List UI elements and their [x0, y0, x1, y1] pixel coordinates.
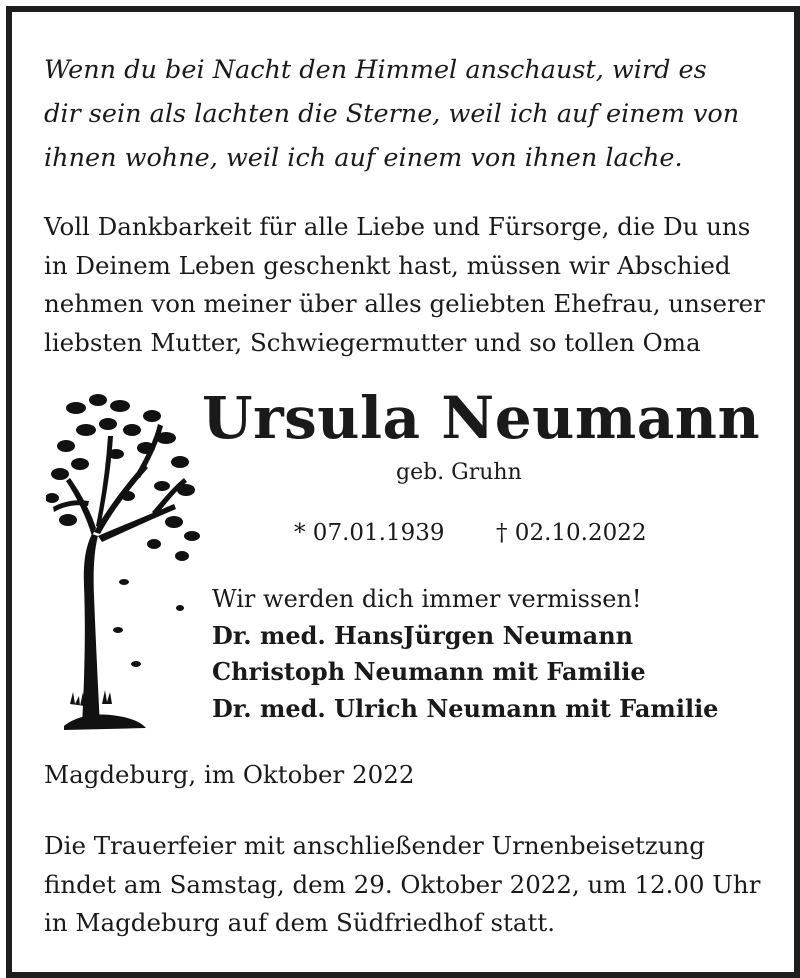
- intro-line: liebsten Mutter, Schwiegermutter und so tollen Oma: [44, 327, 701, 357]
- intro-line: in Deinem Leben geschenkt hast, müssen wir Abschied: [44, 250, 731, 280]
- quote-line: Wenn du bei Nacht den Himmel anschaust, wird es: [44, 55, 707, 85]
- service-line: Die Trauerfeier mit anschließender Urnenbeisetzung: [44, 831, 705, 860]
- intro-line: nehmen von meiner über alles geliebten Ehefrau, unserer: [44, 289, 765, 319]
- intro-text: [44, 208, 765, 362]
- family-block: [212, 581, 718, 727]
- memorial-quote: [44, 48, 739, 180]
- deceased-name: Ursula Neumann: [202, 384, 761, 452]
- death-date: † 02.10.2022: [496, 520, 647, 546]
- quote-line: ihnen wohne, weil ich auf einem von ihnen lache.: [44, 143, 683, 173]
- signer-name: Dr. med. HansJürgen Neumann: [212, 620, 634, 650]
- quote-line: dir sein als lachten die Sterne, weil ich auf einem von: [44, 99, 740, 129]
- birth-name: geb. Gruhn: [396, 460, 522, 485]
- service-line: findet am Samstag, dem 29. Oktober 2022, um 12.00 Uhr: [44, 869, 761, 899]
- place-date: Magdeburg, im Oktober 2022: [44, 760, 415, 789]
- obituary-notice: [6, 6, 800, 978]
- birth-date: * 07.01.1939: [294, 520, 445, 546]
- signer-name: Christoph Neumann mit Familie: [212, 657, 646, 686]
- signer-name: Dr. med. Ulrich Neumann mit Familie: [212, 693, 719, 723]
- service-line: in Magdeburg auf dem Südfriedhof statt.: [44, 908, 555, 937]
- tree-icon: [46, 386, 201, 738]
- family-message: Wir werden dich immer vermissen!: [212, 585, 642, 613]
- service-info: [44, 827, 760, 943]
- intro-line: Voll Dankbarkeit für alle Liebe und Fürsorge, die Du uns: [44, 212, 751, 241]
